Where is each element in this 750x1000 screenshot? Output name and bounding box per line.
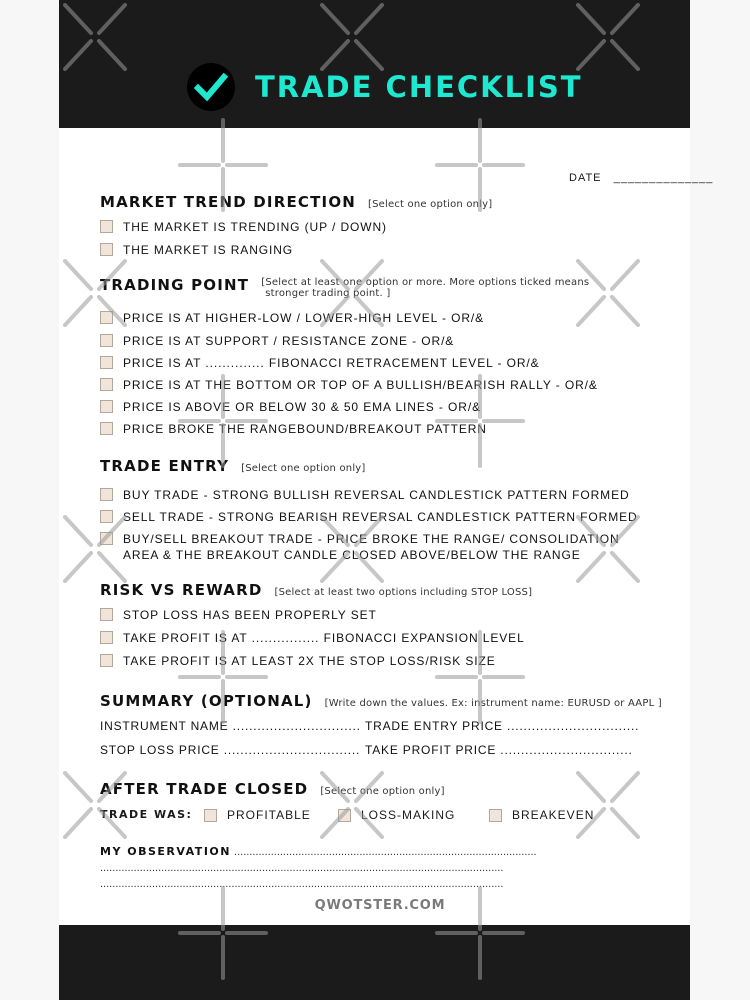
item-label: STOP LOSS HAS BEEN PROPERLY SET — [123, 608, 377, 622]
checklist-item[interactable] — [100, 510, 638, 524]
checklist-item[interactable] — [100, 378, 598, 392]
section-title: TRADING POINT — [100, 276, 250, 294]
checklist-item[interactable] — [100, 243, 293, 257]
trade-was-row — [100, 808, 192, 821]
checkbox[interactable] — [100, 220, 113, 233]
section-trade-entry — [100, 457, 366, 475]
section-summary — [100, 692, 662, 710]
option-label: LOSS-MAKING — [361, 808, 456, 822]
checkbox[interactable] — [100, 532, 113, 545]
item-label-line: AREA & THE BREAKOUT CANDLE CLOSED ABOVE/BELOW THE RANGE — [123, 548, 581, 562]
checkbox[interactable] — [489, 809, 502, 822]
checkbox[interactable] — [100, 243, 113, 256]
note-line: stronger trading point. ] — [265, 288, 391, 299]
checkbox[interactable] — [100, 422, 113, 435]
observation-line[interactable]: .................................................................................................................................... — [100, 862, 504, 874]
checklist-item[interactable] — [100, 422, 487, 436]
checkbox[interactable] — [100, 378, 113, 391]
note-line: [Select at least one option or more. More options ticked means — [261, 277, 590, 288]
section-title: AFTER TRADE CLOSED — [100, 780, 309, 798]
option-loss-making[interactable] — [338, 808, 455, 822]
section-note: [Select one option only] — [368, 199, 493, 210]
section-note: [Write down the values. Ex: instrument name: EURUSD or AAPL ] — [324, 698, 662, 709]
checkbox[interactable] — [100, 488, 113, 501]
section-note — [261, 277, 589, 299]
trade-was-label: TRADE WAS: — [100, 808, 193, 821]
section-market-trend — [100, 193, 492, 211]
option-label: PROFITABLE — [227, 808, 311, 822]
section-title: RISK VS REWARD — [100, 581, 263, 599]
section-risk-reward — [100, 581, 532, 599]
section-after-trade — [100, 780, 445, 798]
checklist-sheet — [59, 0, 714, 1000]
date-label: DATE — [569, 172, 602, 184]
checklist-item[interactable] — [100, 220, 387, 234]
section-note: [Select at least two options including STOP LOSS] — [274, 587, 533, 598]
checkbox[interactable] — [100, 654, 113, 667]
checkbox[interactable] — [100, 608, 113, 621]
item-label — [123, 531, 620, 563]
section-title: SUMMARY (OPTIONAL) — [100, 692, 313, 710]
checkbox[interactable] — [100, 400, 113, 413]
checklist-item[interactable] — [100, 532, 620, 563]
checklist-item[interactable] — [100, 356, 540, 370]
item-label: PRICE IS ABOVE OR BELOW 30 & 50 EMA LINES - OR/& — [123, 400, 481, 414]
item-label: THE MARKET IS RANGING — [123, 243, 294, 257]
trade-entry-price-field[interactable]: TRADE ENTRY PRICE ................................ — [365, 719, 640, 733]
item-label-line: BUY/SELL BREAKOUT TRADE - PRICE BROKE THE RANGE/ CONSOLIDATION — [123, 532, 620, 546]
option-profitable[interactable] — [204, 808, 311, 822]
checklist-item[interactable] — [100, 631, 525, 645]
checkbox[interactable] — [100, 510, 113, 523]
footer-band — [59, 925, 690, 1000]
stop-loss-price-field[interactable]: STOP LOSS PRICE ................................. — [100, 743, 361, 757]
item-label: PRICE IS AT THE BOTTOM OR TOP OF A BULLISH/BEARISH RALLY - OR/& — [123, 378, 598, 392]
item-label: TAKE PROFIT IS AT ................ FIBONACCI EXPANSION LEVEL — [123, 631, 525, 645]
checklist-item[interactable] — [100, 608, 377, 622]
checklist-item[interactable] — [100, 400, 481, 414]
date-field[interactable] — [569, 172, 713, 184]
item-label: THE MARKET IS TRENDING (UP / DOWN) — [123, 220, 387, 234]
item-label: TAKE PROFIT IS AT LEAST 2X THE STOP LOSS/RISK SIZE — [123, 654, 496, 668]
checklist-item[interactable] — [100, 488, 630, 502]
header-band — [59, 0, 690, 128]
option-label: BREAKEVEN — [512, 808, 595, 822]
observation-field[interactable] — [100, 845, 537, 858]
item-label: PRICE IS AT .............. FIBONACCI RETRACEMENT LEVEL - OR/& — [123, 356, 540, 370]
checkbox[interactable] — [100, 311, 113, 324]
checkmark-icon — [187, 63, 235, 111]
checkbox[interactable] — [100, 356, 113, 369]
observation-dots[interactable]: ................................................................................................... — [234, 846, 537, 858]
item-label: PRICE IS AT SUPPORT / RESISTANCE ZONE - OR/& — [123, 334, 455, 348]
take-profit-price-field[interactable]: TAKE PROFIT PRICE ................................ — [365, 743, 633, 757]
site-credit: QWOTSTER.COM — [314, 898, 446, 913]
section-title: TRADE ENTRY — [100, 457, 230, 475]
checkbox[interactable] — [338, 809, 351, 822]
checklist-item[interactable] — [100, 334, 454, 348]
observation-label: MY OBSERVATION — [100, 845, 231, 858]
item-label: PRICE BROKE THE RANGEBOUND/BREAKOUT PATTERN — [123, 422, 487, 436]
title-bar — [187, 62, 583, 112]
section-note: [Select one option only] — [320, 786, 445, 797]
item-label: PRICE IS AT HIGHER-LOW / LOWER-HIGH LEVEL - OR/& — [123, 311, 485, 325]
checklist-item[interactable] — [100, 654, 496, 668]
section-trading-point — [100, 276, 589, 299]
checkbox[interactable] — [204, 809, 217, 822]
checkbox[interactable] — [100, 334, 113, 347]
page-title: TRADE CHECKLIST — [255, 70, 583, 104]
item-label: SELL TRADE - STRONG BEARISH REVERSAL CANDLESTICK PATTERN FORMED — [123, 510, 638, 524]
observation-line[interactable]: .................................................................................................................................... — [100, 878, 504, 890]
instrument-name-field[interactable]: INSTRUMENT NAME ............................... — [100, 719, 361, 733]
section-note: [Select one option only] — [241, 463, 366, 474]
date-blank[interactable]: ______________ — [613, 172, 714, 184]
option-breakeven[interactable] — [489, 808, 594, 822]
section-title: MARKET TREND DIRECTION — [100, 193, 357, 211]
checklist-item[interactable] — [100, 311, 484, 325]
item-label: BUY TRADE - STRONG BULLISH REVERSAL CANDLESTICK PATTERN FORMED — [123, 488, 630, 502]
checkbox[interactable] — [100, 631, 113, 644]
